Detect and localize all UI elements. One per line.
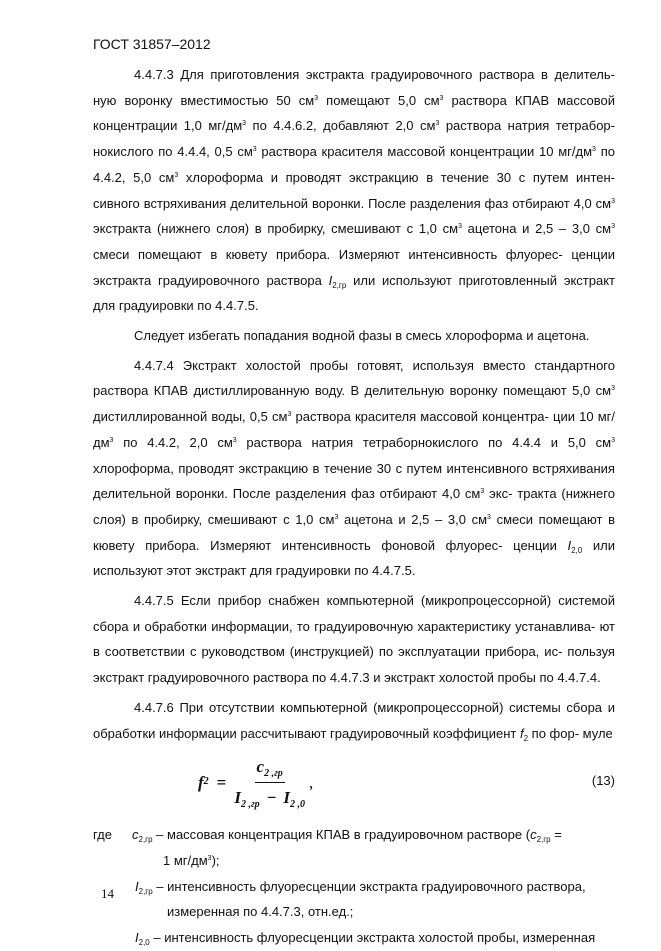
paragraph-note: Следует избегать попадания водной фазы в смесь хлороформа и ацетона. bbox=[134, 328, 590, 344]
definition-i-0: $I_{2,0}$ – интенсивность флуоресценции экстракта холостой пробы, измеренная bbox=[135, 930, 596, 948]
variable-definitions bbox=[93, 822, 615, 951]
paragraph-4-4-7-6: 4.4.7.6 При отсутствии компьютерной (микропроцессорной) системы сбора и обработки информации рассчитывают градуировочный коэффициент $f_2$ по фор- муле bbox=[93, 699, 615, 743]
formula-number: (13) bbox=[591, 773, 615, 789]
paragraph-4-4-7-3: 4.4.7.3 Для приготовления экстракта градуировочного раствора в делитель- ную воронку вместимостью 50 $см^3$ помещают 5,0 $см^3$ раствора КПАВ массовой концентрации 1,0 $мг/дм^3$ по 4.4.6.2, добавляют 2,0 $см^3$ раствора натрия тетрабор- нокислого по 4.4.4, 0,5 $см^3$ раствора красителя массовой концентрации 10 $мг/дм^3$ по 4.4.2, 5,0 $см^3$ хлороформа и проводят экстракцию в течение 30 с путем интен- сивного встряхивания делительной воронки. После разделения фаз отбирают 4,0 $см^3$ экстракта (нижнего слоя) в пробирку, смешивают с 1,0 $см^3$ ацетона и 2,5 – 3,0 $см^3$ смеси помещают в кювету прибора. Измеряют интенсивность флуорес- ценции экстракта градуировочного раствора $I_{2,гр}$ или используют приготовленный экстракт для градуировки по 4.4.7.5. bbox=[93, 67, 615, 314]
document-code: ГОСТ 31857–2012 bbox=[93, 36, 211, 52]
formula-13: f 2 = $\frac{c_{2 ,гр}}{I_{2 ,гр} - I_{2 ,0}}$ , bbox=[198, 754, 313, 810]
document-body bbox=[93, 62, 615, 951]
formula-fraction bbox=[234, 754, 305, 810]
paragraph-4-4-7-4: 4.4.7.4 Экстракт холостой пробы готовят, используя вместо стандартного раствора КПАВ дистиллированную воду. В делительную воронку помещают 5,0 $см^3$ дистиллированной воды, 0,5 $см^3$ раствора красителя массовой концентра- ции 10 $мг/дм^3$ по 4.4.2, 2,0 $см^3$ раствора натрия тетраборнокислого по 4.4.4 и 5,0 $см^3$ хлороформа, проводят экстракцию в течение 30 с путем интенсивного встряхивания делительной воронки. После разделения фаз отбирают 4,0 $см^3$ экс- тракта (нижнего слоя) в пробирку, смешивают с 1,0 $см^3$ ацетона и 2,5 – 3,0 $см^3$ смеси помещают в кювету прибора. Измеряют интенсивность фоновой флуорес- ценции $I_{2,0}$ или используют этот экстракт для градуировки по 4.4.7.5. bbox=[93, 357, 615, 579]
definition-c: где $c_{2,гр}$ – массовая концентрация КПАВ в градуировочном растворе ($c_{2,гр}$ = 1 $мг/дм^3$); bbox=[93, 827, 562, 868]
definition-i-gr: $I_{2,гр}$ – интенсивность флуоресценции экстракта градуировочного раствора, измеренная по 4.4.7.3, отн.ед.; bbox=[135, 878, 586, 920]
page-number: 14 bbox=[101, 886, 114, 901]
formula-numerator: $c_{2 ,гр}$ bbox=[255, 754, 285, 783]
formula-block bbox=[93, 752, 615, 816]
formula-denominator: $I_{2 ,гр} - I_{2 ,0}$ bbox=[234, 787, 305, 810]
paragraph-4-4-7-5: 4.4.7.5 Если прибор снабжен компьютерной (микропроцессорной) системой сбора и обработки информации, то градуировочную характеристику устанавлива- ют в соответствии с руководством (инструкцией) по эксплуатации прибора, ис- пользуя экстракт градуировочного раствора по 4.4.7.3 и экстракт холостой пробы по 4.4.7.4. bbox=[93, 593, 615, 686]
